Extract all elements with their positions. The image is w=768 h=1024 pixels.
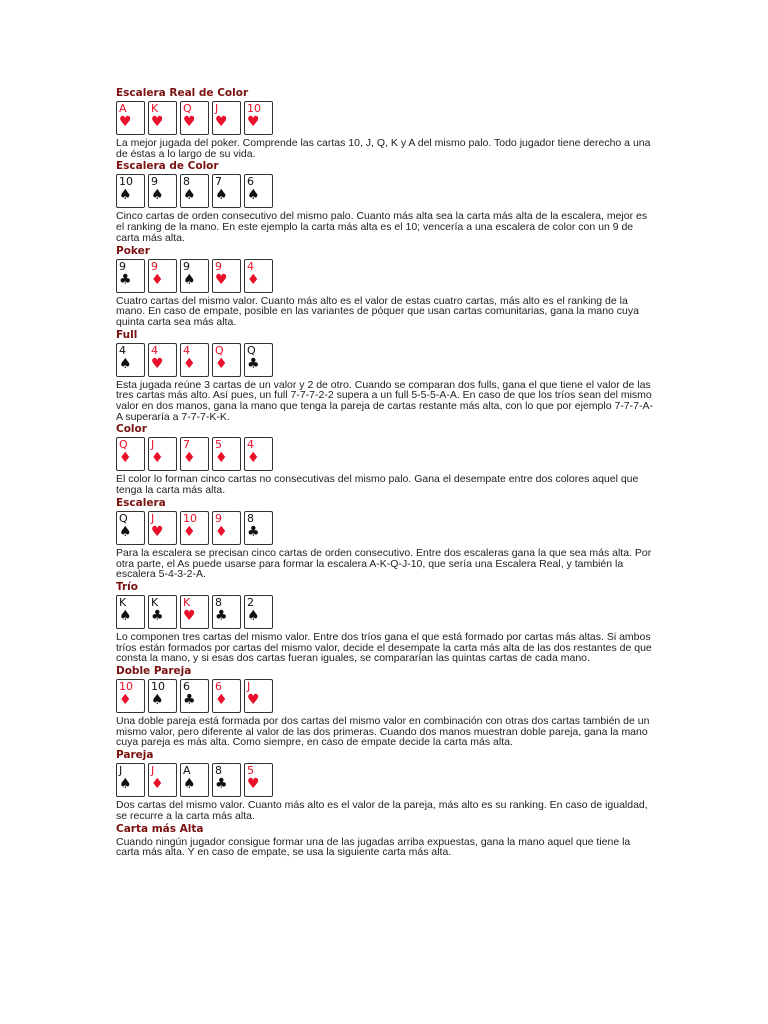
card-suit-icon: ♥ <box>151 355 164 372</box>
playing-card <box>212 595 241 629</box>
card-rank: 6 <box>247 175 254 189</box>
card-suit-icon: ♥ <box>247 776 260 793</box>
playing-card <box>244 174 273 208</box>
card-rank: 8 <box>183 175 190 189</box>
playing-card <box>148 595 177 629</box>
hand-title: Full <box>116 328 138 341</box>
card-suit-icon: ♠ <box>119 607 132 624</box>
hand-title: Pareja <box>116 749 154 762</box>
hand-title: Color <box>116 423 147 436</box>
hand-section <box>116 159 656 243</box>
card-row <box>116 679 656 715</box>
card-rank: 7 <box>215 175 222 189</box>
card-rank: 9 <box>215 511 222 525</box>
hand-section <box>116 496 656 580</box>
card-suit-icon: ♠ <box>119 355 132 372</box>
playing-card <box>244 679 273 713</box>
card-rank: K <box>151 102 159 115</box>
card-suit-icon: ♣ <box>151 607 164 624</box>
card-suit-icon: ♦ <box>151 271 164 288</box>
hand-description: Cinco cartas de orden consecutivo del mismo palo. Cuanto más alta sea la carta más alta de la escalera, mejor es el ranking de la mano. En este ejemplo la carta más alta es el 10; vencería a una escalera de color con un 9 de carta más alta. <box>116 210 648 244</box>
card-rank: 5 <box>247 764 254 778</box>
playing-card <box>180 437 209 471</box>
card-suit-icon: ♠ <box>119 776 132 793</box>
card-suit-icon: ♣ <box>183 692 196 709</box>
hand-section <box>116 422 656 495</box>
playing-card <box>116 763 145 797</box>
card-rank: 9 <box>119 259 126 273</box>
card-rank: 9 <box>183 259 190 273</box>
card-suit-icon: ♣ <box>215 607 228 624</box>
card-suit-icon: ♠ <box>119 523 132 540</box>
playing-card <box>148 259 177 293</box>
card-rank: 9 <box>215 259 222 273</box>
card-rank: Q <box>119 438 128 452</box>
card-rank: 10 <box>247 102 261 115</box>
playing-card <box>116 437 145 471</box>
card-row <box>116 595 656 631</box>
hand-description: Lo componen tres cartas del mismo valor. Entre dos tríos gana el que está formado por cartas más altas. Si ambos tríos están formados por cartas del mismo valor, decide el desempate la carta más alta de las dos restantes de que consta la mano, y si esas dos cartas fueran iguales, se compararían las quintas cartas de cada mano. <box>116 630 652 665</box>
playing-card <box>180 679 209 713</box>
card-rank: 10 <box>119 680 133 694</box>
card-suit-icon: ♥ <box>151 523 164 540</box>
card-suit-icon: ♥ <box>247 114 260 130</box>
card-rank: 10 <box>183 511 197 525</box>
card-suit-icon: ♦ <box>183 355 196 372</box>
card-row <box>116 174 656 210</box>
playing-card <box>180 595 209 629</box>
playing-card <box>148 101 177 135</box>
card-suit-icon: ♦ <box>151 450 164 467</box>
card-rank: J <box>151 438 155 452</box>
card-suit-icon: ♦ <box>215 450 228 467</box>
card-suit-icon: ♠ <box>247 187 260 204</box>
card-suit-icon: ♦ <box>183 450 196 467</box>
card-suit-icon: ♠ <box>183 776 196 793</box>
hand-title: Escalera <box>116 496 166 509</box>
hand-section <box>116 328 656 423</box>
card-suit-icon: ♣ <box>247 523 260 540</box>
hand-description: Cuando ningún jugador consigue formar una de las jugadas arriba expuestas, gana la mano aquel que tiene la carta más alta. Y en caso de empate, se usa la siguiente carta más alta. <box>116 835 631 859</box>
playing-card <box>116 174 145 208</box>
hand-title: Poker <box>116 244 150 257</box>
playing-card <box>244 343 273 377</box>
hand-section <box>116 822 656 858</box>
hand-description: Para la escalera se precisan cinco cartas de orden consecutivo. Entre dos escaleras gana la que sea más alta. Por otra parte, el As puede usarse para formar la escalera A-K-Q-J-10, que sería una Escalera Real, y también la escalera 5-4-3-2-A. <box>116 546 652 581</box>
card-row <box>116 763 656 799</box>
card-rank: Q <box>247 343 256 357</box>
hand-title: Escalera Real de Color <box>116 87 249 99</box>
playing-card <box>244 259 273 293</box>
card-suit-icon: ♥ <box>215 114 228 130</box>
card-suit-icon: ♠ <box>247 607 260 624</box>
card-suit-icon: ♥ <box>215 271 228 288</box>
card-rank: 9 <box>151 259 158 273</box>
card-rank: 4 <box>183 343 190 357</box>
playing-card <box>244 763 273 797</box>
card-rank: J <box>151 511 155 525</box>
card-rank: A <box>183 764 191 778</box>
playing-card <box>180 343 209 377</box>
playing-card <box>212 679 241 713</box>
card-rank: 8 <box>215 595 222 609</box>
playing-card <box>244 595 273 629</box>
hand-description: Cuatro cartas del mismo valor. Cuanto más alto es el valor de estas cuatro cartas, más alto es el ranking de la mano. En caso de empate, posible en las variantes de póquer que usan cartas comunitarias, gana la mano cuya quinta carta sea más alta. <box>116 294 639 328</box>
playing-card <box>212 101 241 135</box>
card-suit-icon: ♥ <box>183 114 196 130</box>
hand-section <box>116 664 656 748</box>
playing-card <box>212 763 241 797</box>
hand-description: El color lo forman cinco cartas no consecutivas del mismo palo. Gana el desempate entre dos colores aquel que tenga la carta más alta. <box>116 473 639 497</box>
card-rank: 8 <box>215 764 222 778</box>
card-suit-icon: ♠ <box>151 692 164 709</box>
card-suit-icon: ♦ <box>151 776 164 793</box>
card-rank: 8 <box>247 511 254 525</box>
card-suit-icon: ♦ <box>247 450 260 467</box>
hand-title: Doble Pareja <box>116 665 192 678</box>
card-row <box>116 511 656 547</box>
playing-card <box>180 511 209 545</box>
card-suit-icon: ♥ <box>247 692 260 709</box>
card-row <box>116 101 656 137</box>
hand-title: Carta más Alta <box>116 822 204 835</box>
playing-card <box>148 174 177 208</box>
card-row <box>116 343 656 379</box>
card-rank: J <box>247 680 251 694</box>
playing-card <box>148 679 177 713</box>
card-rank: K <box>183 595 191 609</box>
card-rank: 10 <box>119 175 133 189</box>
card-suit-icon: ♦ <box>215 355 228 372</box>
playing-card <box>212 174 241 208</box>
playing-card <box>180 174 209 208</box>
hand-section <box>116 580 656 664</box>
card-rank: 7 <box>183 438 190 452</box>
card-suit-icon: ♥ <box>151 114 164 130</box>
playing-card <box>148 511 177 545</box>
hand-section <box>116 748 656 821</box>
hand-section <box>116 86 656 159</box>
playing-card <box>212 511 241 545</box>
card-suit-icon: ♦ <box>119 450 132 467</box>
card-suit-icon: ♠ <box>183 271 196 288</box>
playing-card <box>148 763 177 797</box>
card-rank: K <box>119 595 127 609</box>
playing-card <box>212 343 241 377</box>
card-suit-icon: ♣ <box>119 271 132 288</box>
hand-description: Esta jugada reúne 3 cartas de un valor y 2 de otro. Cuando se comparan dos fulls, gana el que tiene el valor de las tres cartas más alto. Así pues, un full 7-7-7-2-2 supera a un full 5-5-5-A-A. En caso de que los tríos sean del mismo valor en dos manos, gana la mano que tenga la pareja de cartas restante más alta, con lo que por ejemplo 7-7-7-A-A superaría a 7-7-7-K-K. <box>116 378 653 423</box>
playing-card <box>148 343 177 377</box>
card-suit-icon: ♠ <box>119 187 132 204</box>
card-rank: 10 <box>151 680 165 694</box>
card-rank: 5 <box>215 438 222 452</box>
hand-section <box>116 244 656 328</box>
card-suit-icon: ♣ <box>215 776 228 793</box>
card-rank: A <box>119 102 127 115</box>
card-row <box>116 437 656 473</box>
card-suit-icon: ♦ <box>183 523 196 540</box>
card-rank: Q <box>215 343 224 357</box>
hand-title: Escalera de Color <box>116 160 219 173</box>
card-rank: 4 <box>247 438 254 452</box>
playing-card <box>116 259 145 293</box>
card-suit-icon: ♣ <box>247 355 260 372</box>
poker-hands-list <box>116 86 656 858</box>
playing-card <box>148 437 177 471</box>
playing-card <box>212 437 241 471</box>
playing-card <box>244 101 273 135</box>
hand-description: Una doble pareja está formada por dos cartas del mismo valor en combinación con otras dos cartas también de un mismo valor, pero diferente al valor de las dos primeras. Cuando dos manos muestran doble pareja, gana la mano cuya pareja es más alta. Como siempre, en caso de empate decide la carta más alta. <box>116 715 650 749</box>
card-suit-icon: ♦ <box>215 692 228 709</box>
hand-description: La mejor jugada del poker. Comprende las cartas 10, J, Q, K y A del mismo palo. Todo jugador tiene derecho a una de éstas a lo largo de su vida. <box>116 137 651 160</box>
card-rank: K <box>151 595 159 609</box>
card-rank: Q <box>119 511 128 525</box>
card-suit-icon: ♠ <box>183 187 196 204</box>
card-rank: Q <box>183 102 192 115</box>
card-suit-icon: ♦ <box>215 523 228 540</box>
card-rank: 4 <box>151 343 158 357</box>
card-suit-icon: ♥ <box>119 114 132 130</box>
card-suit-icon: ♦ <box>247 271 260 288</box>
playing-card <box>116 343 145 377</box>
playing-card <box>116 511 145 545</box>
playing-card <box>244 511 273 545</box>
card-suit-icon: ♠ <box>215 187 228 204</box>
card-row <box>116 259 656 295</box>
hand-description: Dos cartas del mismo valor. Cuanto más alto es el valor de la pareja, más alto es su ranking. En caso de igualdad, se recurre a la carta más alta. <box>116 799 648 822</box>
card-rank: J <box>119 764 123 778</box>
playing-card <box>116 101 145 135</box>
card-rank: 6 <box>183 680 190 694</box>
card-suit-icon: ♥ <box>183 607 196 624</box>
playing-card <box>116 679 145 713</box>
playing-card <box>180 101 209 135</box>
card-rank: 4 <box>247 259 254 273</box>
card-suit-icon: ♠ <box>151 187 164 204</box>
card-rank: 2 <box>247 595 254 609</box>
card-rank: J <box>151 764 155 778</box>
card-rank: 9 <box>151 175 158 189</box>
card-rank: J <box>215 102 219 115</box>
playing-card <box>180 763 209 797</box>
card-rank: 4 <box>119 343 126 357</box>
playing-card <box>244 437 273 471</box>
hand-title: Trío <box>116 580 138 593</box>
playing-card <box>180 259 209 293</box>
playing-card <box>212 259 241 293</box>
card-suit-icon: ♦ <box>119 692 132 709</box>
card-rank: 6 <box>215 680 222 694</box>
playing-card <box>116 595 145 629</box>
